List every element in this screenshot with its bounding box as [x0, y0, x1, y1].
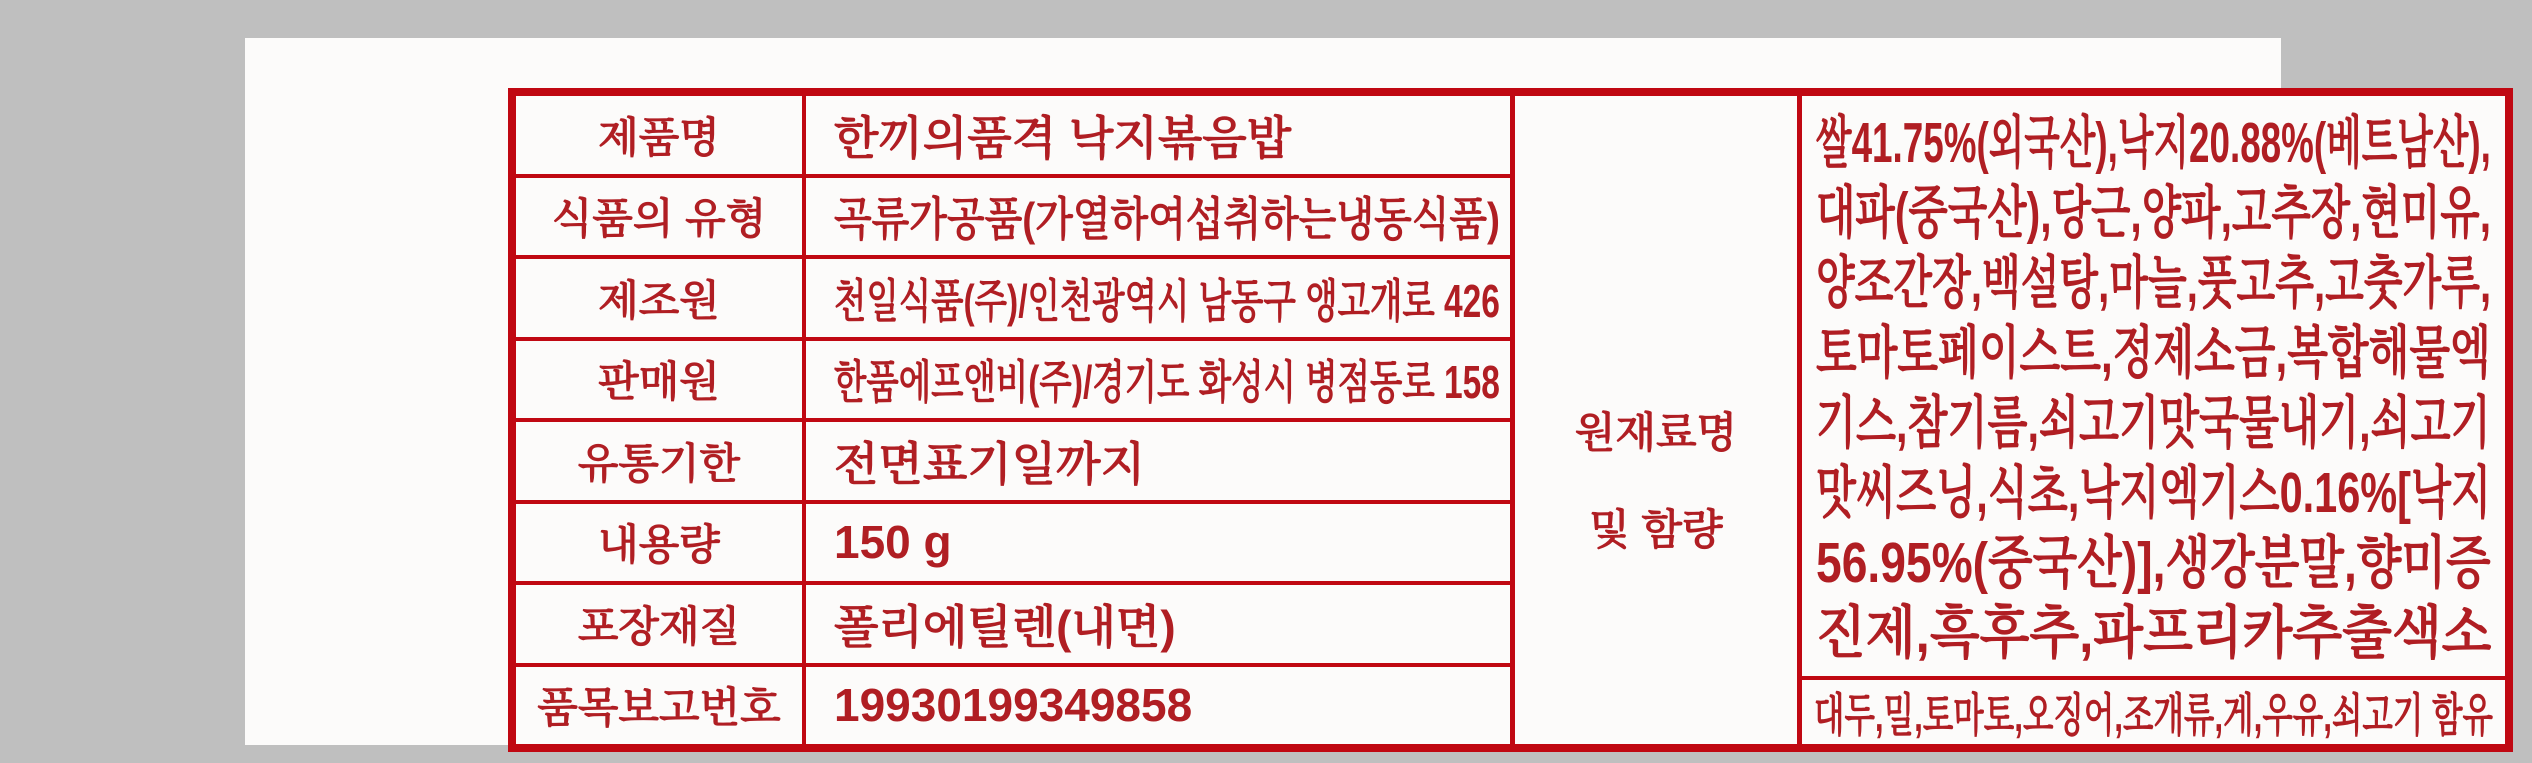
- spec-value-text: 폴리에틸렌(내면): [834, 600, 1176, 653]
- spec-value: [806, 259, 1510, 337]
- spec-label: 내용량: [516, 504, 806, 582]
- ingredients-header-line1: 원재료명: [1574, 409, 1738, 457]
- ingredients-line: [1816, 458, 2491, 528]
- allergen-notice-text: 대두,밀,토마토,오징어,조개류,게,우유,쇠고기 함유: [1814, 689, 2493, 741]
- allergen-notice-cell: [1802, 676, 2505, 744]
- ingredients-text-cell: [1802, 96, 2505, 676]
- ingredients-line-text: 토마토페이스트,정제소금,복합해물엑: [1816, 321, 2491, 385]
- spec-value: [806, 341, 1510, 419]
- spec-row-report-number: [516, 667, 1510, 745]
- spec-value: [806, 178, 1510, 256]
- ingredients-line-text: 대파(중국산),당근,양파,고추장,현미유,: [1816, 181, 2492, 245]
- ingredients-line-text: 맛씨즈닝,식초,낙지엑기스0.16%[낙지: [1816, 461, 2492, 525]
- spec-value: [806, 504, 1510, 582]
- ingredients-line: [1816, 388, 2491, 458]
- spec-label: 포장재질: [516, 585, 806, 663]
- spec-value: [806, 96, 1510, 174]
- spec-row-packaging: [516, 585, 1510, 667]
- spec-value-text: 150 g: [834, 516, 952, 569]
- spec-label: 유통기한: [516, 422, 806, 500]
- spec-label: 제조원: [516, 259, 806, 337]
- spec-row-net-weight: [516, 504, 1510, 586]
- ingredients-line: [1816, 108, 2491, 178]
- spec-value-text: 천일식품(주)/인천광역시 남동구 앵고개로 426: [834, 274, 1500, 327]
- spec-row-food-type: [516, 178, 1510, 260]
- ingredients-line-text: 양조간장,백설탕,마늘,풋고추,고춧가루,: [1816, 251, 2492, 315]
- spec-row-product-name: [516, 96, 1510, 178]
- ingredients-line: [1816, 318, 2491, 388]
- spec-value: [806, 422, 1510, 500]
- spec-value-text: 19930199349858: [834, 679, 1193, 732]
- spec-value-text: 한품에프앤비(주)/경기도 화성시 병점동로 158: [834, 356, 1500, 409]
- ingredients-header-cell: [1515, 96, 1802, 744]
- spec-label: 품목보고번호: [516, 667, 806, 745]
- ingredients-section: [1802, 96, 2505, 744]
- spec-rows-section: [516, 96, 1515, 744]
- spec-value: [806, 667, 1510, 745]
- ingredients-line-text: 기스,참기름,쇠고기맛국물내기,쇠고기: [1816, 391, 2491, 455]
- ingredients-line: [1816, 598, 2491, 668]
- spec-label: 판매원: [516, 341, 806, 419]
- ingredients-line: [1816, 178, 2491, 248]
- ingredients-line-text: 진제,흑후추,파프리카추출색소: [1816, 601, 2492, 665]
- ingredients-header: [1575, 385, 1737, 578]
- spec-row-manufacturer: [516, 259, 1510, 341]
- ingredients-line: [1816, 528, 2491, 598]
- spec-value-text: 전면표기일까지: [834, 437, 1146, 490]
- spec-label: 식품의 유형: [516, 178, 806, 256]
- product-spec-table: [508, 88, 2513, 752]
- spec-value: [806, 585, 1510, 663]
- ingredients-line-text: 56.95%(중국산)],생강분말,향미증: [1816, 531, 2491, 595]
- ingredients-header-line2: 및 함량: [1589, 506, 1723, 553]
- spec-row-expiry: [516, 422, 1510, 504]
- ingredients-line: [1816, 248, 2491, 318]
- ingredients-line-text: 쌀41.75%(외국산),낙지20.88%(베트남산),: [1816, 111, 2491, 175]
- label-panel: [245, 38, 2493, 745]
- spec-value-text: 곡류가공품(가열하여섭취하는냉동식품): [834, 193, 1501, 246]
- spec-value-text: 한끼의품격 낙지볶음밥: [834, 111, 1292, 164]
- spec-row-distributor: [516, 341, 1510, 423]
- spec-label: 제품명: [516, 96, 806, 174]
